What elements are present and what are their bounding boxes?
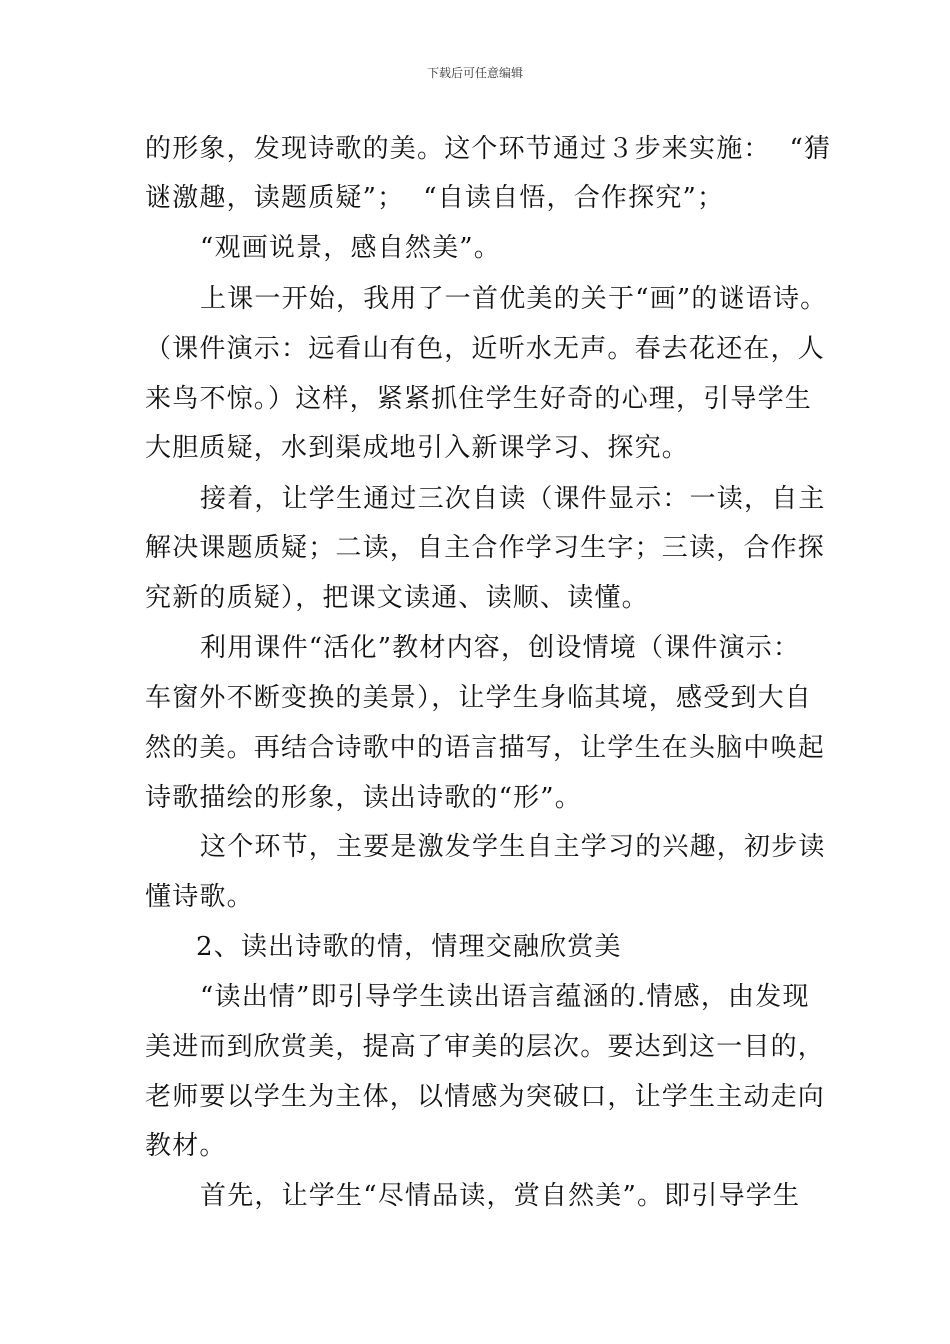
- text-line: 老师要以学生为主体，以情感为突破口，让学生主动走向: [145, 1082, 826, 1112]
- text-line: 谜激趣，读题质疑”； “自读自悟，合作探究”；: [145, 183, 725, 213]
- text-line: 懂诗歌。: [145, 882, 254, 912]
- text-line: （课件演示：远看山有色，近听水无声。春去花还在，人: [145, 334, 826, 364]
- text-line: 首先，让学生“尽情品读，赏自然美”。即引导学生: [200, 1181, 801, 1211]
- text-line: 接着，让学生通过三次自读（课件显示：一读，自主: [200, 484, 826, 514]
- text-line: 上课一开始，我用了一首优美的关于“画”的谜语诗。: [200, 284, 828, 314]
- text-line: 美进而到欣赏美，提高了审美的层次。要达到这一目的，: [145, 1032, 826, 1062]
- text-line: 利用课件“活化”教材内容，创设情境（课件演示：: [200, 633, 801, 663]
- text-line: 大胆质疑，水到渠成地引入新课学习、探究。: [145, 433, 690, 463]
- text-line: 的形象，发现诗歌的美。这个环节通过３步来实施： “猜: [145, 134, 832, 164]
- text-line: 教材。: [145, 1131, 227, 1161]
- text-line: 然的美。再结合诗歌中的语言描写，让学生在头脑中唤起: [145, 733, 826, 763]
- text-line: 诗歌描绘的形象，读出诗歌的“形”。: [145, 783, 582, 813]
- text-line: “观画说景，感自然美”。: [200, 233, 501, 263]
- text-line: 解决课题质疑；二读，自主合作学习生字；三读，合作探: [145, 533, 826, 563]
- section-heading: 2、读出诗歌的情，情理交融欣赏美: [196, 932, 622, 962]
- text-line: “读出情”即引导学生读出语言蕴涵的.情感，由发现: [200, 982, 810, 1012]
- text-line: 究新的质疑），把课文读通、读顺、读懂。: [145, 583, 649, 613]
- text-line: 来鸟不惊。）这样，紧紧抓住学生好奇的心理，引导学生: [145, 384, 813, 414]
- text-line: 车窗外不断变换的美景），让学生身临其境，感受到大自: [145, 683, 813, 713]
- page-header: 下载后可任意编辑: [426, 66, 523, 80]
- text-line: 这个环节，主要是激发学生自主学习的兴趣，初步读: [200, 832, 826, 862]
